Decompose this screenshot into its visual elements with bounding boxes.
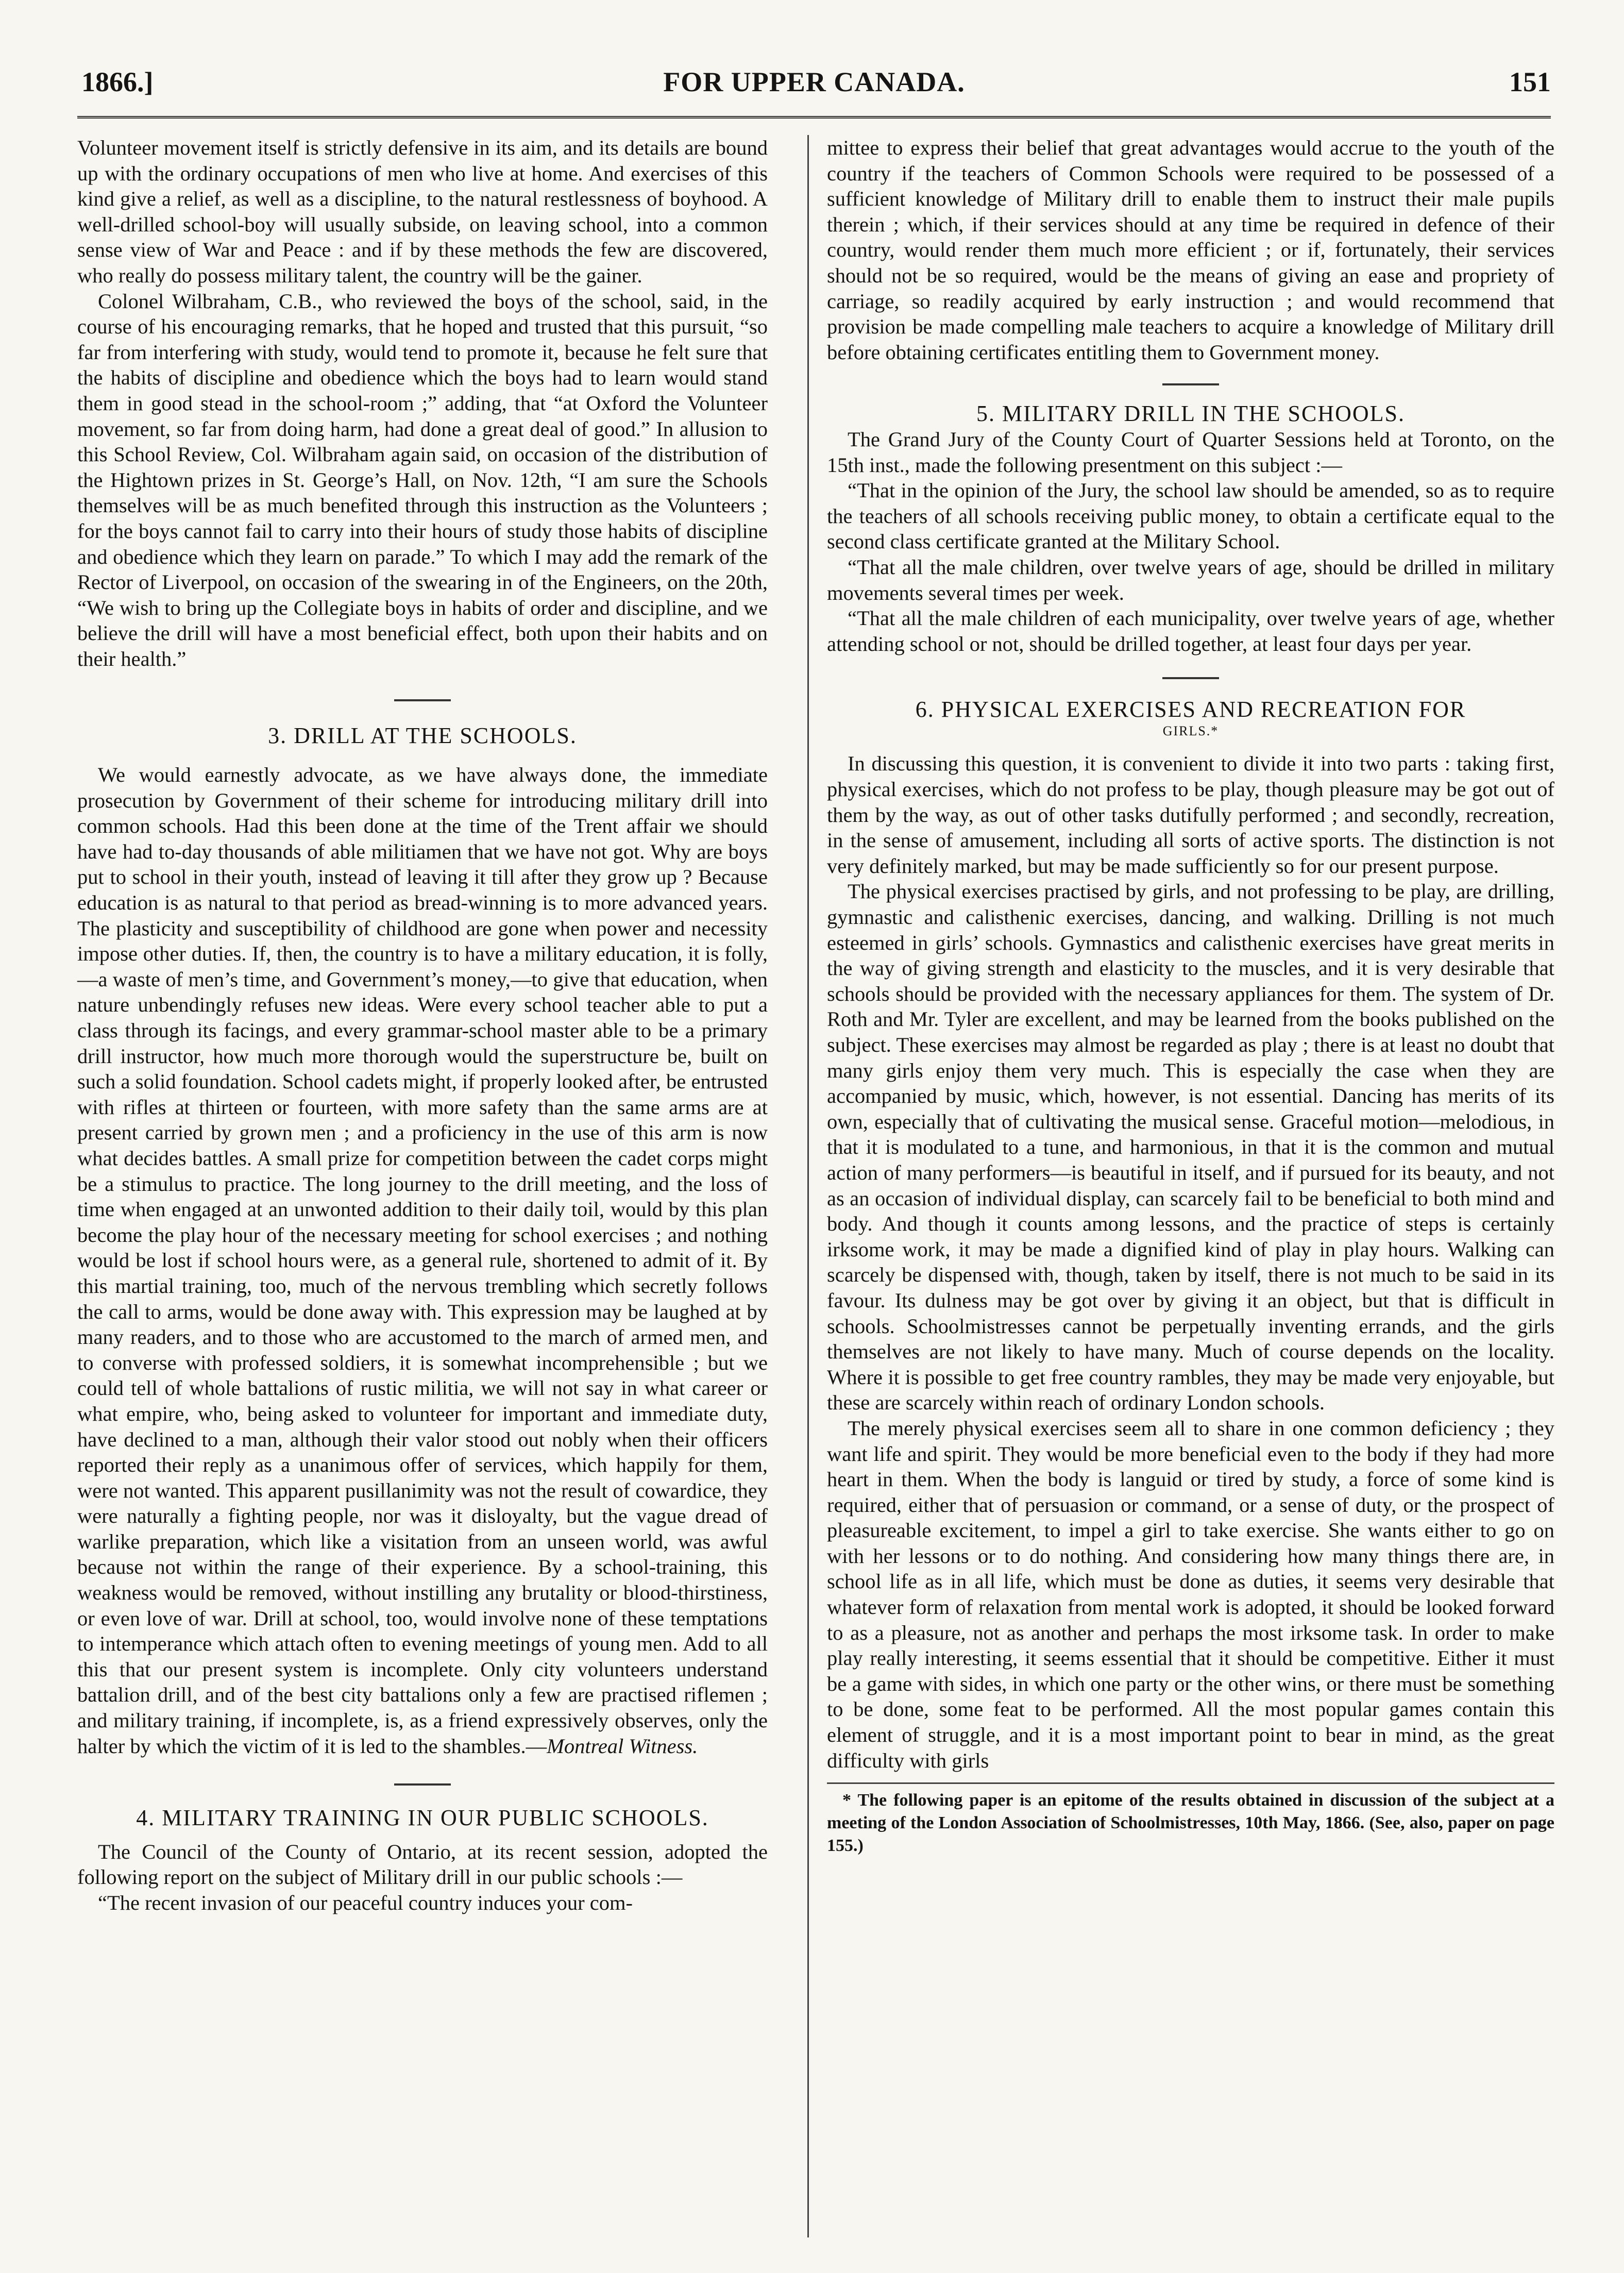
section-heading-4: 4. MILITARY TRAINING IN OUR PUBLIC SCHOOLS. — [136, 1805, 709, 1831]
footnote: * The following paper is an epitome of the results obtained in discussion of the subject at a meeting of the London Association of Schoolmistresses, 10th May, 1866. (See, also, paper on page 155.) — [827, 1791, 1554, 1856]
header-title: FOR UPPER CANADA. — [663, 66, 965, 97]
right-paragraph-2: The Grand Jury of the County Court of Quarter Sessions held at Toronto, on the 15th inst., made the following presentment on this subject :— — [827, 427, 1554, 477]
right-paragraph-7: The physical exercises practised by girls, and not professing to be play, are drilling, gymnastic and calisthenic exercises, dancing, and walking. Drilling is not much esteemed in girls’ schools. Gymnastics and calisthenic exercises have great merits in the way of giving strength and elasticity to the muscles, and it is very desirable that schools should be provided with the necessary appliances for them. The system of Dr. Roth and Mr. Tyler are excellent, and may be learned from the books published on the subject. These exercises may almost be regarded as play ; there is at least no doubt that many girls enjoy them very much. This is especially the case when they are accompanied by music, which, however, is not essential. Dancing has merits of its own, especially that of cultivating the musical sense. Graceful motion—melodious, in that it is modulated to a tune, and harmonious, in that it is the common and mutual action of many performers—is beautiful in itself, and if pursued for its beauty, and not as an occasion of individual display, can scarcely fail to be beneficial to both mind and body. And though it counts among lessons, and the practice of steps is certainly irksome work, it may be made a dignified kind of play in play hours. Walking can scarcely be dispensed with, though, taken by itself, there is not much to be said in its favour. Its dulness may be got over by giving it an object, but that is difficult in schools. Schoolmistresses cannot be perpetually inventing errands, and the girls themselves are not likely to have many. Much of course depends on the locality. Where it is possible to get free country rambles, they may be made very enjoyable, but these are scarcely within reach of ordinary London schools. — [827, 880, 1554, 1415]
section-heading-3: 3. DRILL AT THE SCHOOLS. — [268, 723, 577, 749]
page-header — [77, 66, 1551, 107]
header-year: 1866.] — [81, 66, 154, 97]
header-rule — [77, 116, 1551, 119]
section-heading-6: 6. PHYSICAL EXERCISES AND RECREATION FOR — [915, 697, 1466, 722]
page-number: 151 — [1509, 66, 1551, 97]
right-paragraph-4: “That all the male children, over twelve years of age, should be drilled in military movements several times per week. — [827, 555, 1554, 604]
right-paragraph-6: In discussing this question, it is convenient to divide it into two parts : taking first, physical exercises, which do not profess to be play, though pleasure may be got out of them by the way, as out of other tasks dutifully performed ; and secondly, recreation, in the sense of amusement, including all sorts of active sports. The distinction is not very definitely marked, but may be made sufficiently so for our present purpose. — [827, 752, 1554, 878]
right-column — [827, 135, 1554, 1857]
source-citation: Montreal Witness. — [547, 1734, 698, 1758]
left-paragraph-4: The Council of the County of Ontario, at its recent session, adopted the following report on the subject of Military drill in our public schools :— — [77, 1840, 768, 1889]
section-heading-5: 5. MILITARY DRILL IN THE SCHOOLS. — [976, 401, 1406, 427]
left-paragraph-1: Volunteer movement itself is strictly defensive in its aim, and its details are bound up with the ordinary occupations of men who live at home. And exercises of this kind give a relief, as well as a discipline, to the natural restlessness of boyhood. A well-drilled school-boy will usually subside, on leaving school, into a common sense view of War and Peace : and if by these methods the few are discovered, who really do possess military talent, the country will be the gainer. — [77, 136, 768, 287]
left-paragraph-3-text: We would earnestly advocate, as we have always done, the immediate prosecution by Government of their scheme for introducing military drill into common schools. Had this been done at the time of the Trent affair we should have had to-day thousands of able militiamen that we have not got. Why are boys put to school in their youth, instead of leaving it till after they grow up ? Because education is as natural to that period as bread-winning is to more advanced years. The plasticity and susceptibility of childhood are gone when power and necessity impose other duties. If, then, the country is to have a military education, it is folly,—a waste of men’s time, and Government’s money,—to give that education, when nature unbendingly refuses new ideas. Were every school teacher able to put a class through its facings, and every grammar-school master able to be a primary drill instructor, how much more thorough would the superstructure be, built on such a solid foundation. School cadets might, if properly looked after, be entrusted with rifles at thirteen or fourteen, with more safety than the same arms are at present carried by grown men ; and a proficiency in the use of this arm is now what decides battles. A small prize for competition between the cadet corps might be a stimulus to practice. The long journey to the drill meeting, and the loss of time when engaged at an unwonted addition to their daily toil, would by this plan become the play hour of the necessary meeting for school exercises ; and nothing would be lost if school hours were, as a general rule, shortened to admit of it. By this martial training, too, much of the nervous trembling which secretly follows the call to arms, would be done away with. This expression may be laughed at by many readers, and to those who are accustomed to the march of armed men, and to converse with professed soldiers, it is somewhat incomprehensible ; but we could tell of whole battalions of rustic militia, we will not say in what career or what empire, who, being asked to volunteer for important and immediate duty, have declined to a man, although their valor stood out nobly when their officers reported their reply as a unanimous offer of services, which happily for them, were not wanted. This apparent pusillanimity was not the result of cowardice, they were naturally a fighting people, nor was it disloyalty, but the vague dread of warlike preparation, which like a visitation from an unseen world, was awful because not within the range of their experience. By a school-training, this weakness would be removed, without instilling any brutality or blood-thirstiness, or even love of war. Drill at school, too, would involve none of these temptations to intemperance which attach often to evening meetings of young men. Add to all this that our present system is incomplete. Only city volunteers understand battalion drill, and of the best city battalions only a few are practised riflemen ; and military training, if incomplete, is, as a friend expressively observes, only the halter by which the victim of it is led to the shambles.— — [77, 763, 768, 1758]
section-heading-6-continued: GIRLS.* — [1162, 723, 1219, 738]
right-paragraph-5: “That all the male children of each municipality, over twelve years of age, whether attending school or not, should be drilled together, at least four days per year. — [827, 607, 1554, 655]
left-paragraph-2: Colonel Wilbraham, C.B., who reviewed the boys of the school, said, in the course of his encouraging remarks, that he hoped and trusted that this pursuit, “so far from interfering with study, would tend to promote it, because he felt sure that the habits of discipline and obedience which the boys had to learn would stand them in good stead in the school-room ;” adding, that “at Oxford the Volunteer movement, so far from doing harm, had done a great deal of good.” In allusion to this School Review, Col. Wilbraham again said, on occasion of the distribution of the Hightown prizes in St. George’s Hall, on Nov. 12th, “I am sure the Schools themselves will be as much benefited through this instruction as the Volunteers ; for the boys cannot fail to carry into their hours of study those habits of discipline and obedience which they learn on parade.” To which I may add the remark of the Rector of Liverpool, on occasion of the swearing in of the Engineers, on the 20th, “We wish to bring up the Collegiate boys in habits of order and discipline, and we believe the drill will have a most beneficial effect, both upon their habits and on their health.” — [77, 289, 768, 670]
column-divider — [807, 135, 809, 2237]
right-paragraph-1: mittee to express their belief that great advantages would accrue to the youth of the country if the teachers of Common Schools were required to be possessed of a sufficient knowledge of Military drill to enable them to instruct their male pupils therein ; which, if their services should at any time be required in defence of their country, would render them much more efficient ; or if, fortunately, their services should not be so required, would be the means of giving an ease and propriety of carriage, so readily acquired by early instruction ; and would recommend that provision be made compelling male teachers to acquire a knowledge of Military drill before obtaining certificates entitling them to Government money. — [827, 136, 1554, 364]
left-column — [77, 135, 768, 1916]
right-paragraph-3: “That in the opinion of the Jury, the school law should be amended, so as to require the teachers of all schools receiving public money, to obtain a certificate equal to the second class certificate granted at the Military School. — [827, 479, 1554, 553]
footnote-rule — [827, 1782, 1554, 1784]
left-paragraph-5: “The recent invasion of our peaceful country induces your com- — [98, 1891, 633, 1914]
left-paragraph-3 — [77, 762, 768, 1759]
right-paragraph-8: The merely physical exercises seem all to share in one common deficiency ; they want life and spirit. They would be more beneficial even to the body if they had more heart in them. When the body is languid or tired by study, a force of some kind is required, either that of persuasion or command, or a sense of duty, or the prospect of pleasureable excitement, to impel a girl to take exercise. She wants either to go on with her lessons or to do nothing. And considering how many things there are, in school life as in all life, which must be done as duties, it seems very desirable that whatever form of relaxation from mental work is adopted, it should be looked forward to as a pleasure, not as another and perhaps the most irksome task. In order to make play really interesting, it seems essential that it should be competitive. Either it must be a game with sides, in which one party or the other wins, or there must be something to be done, some feat to be performed. All the most popular games contain this element of struggle, and it is a most important point to bear in mind, as the great difficulty with girls — [827, 1416, 1554, 1772]
